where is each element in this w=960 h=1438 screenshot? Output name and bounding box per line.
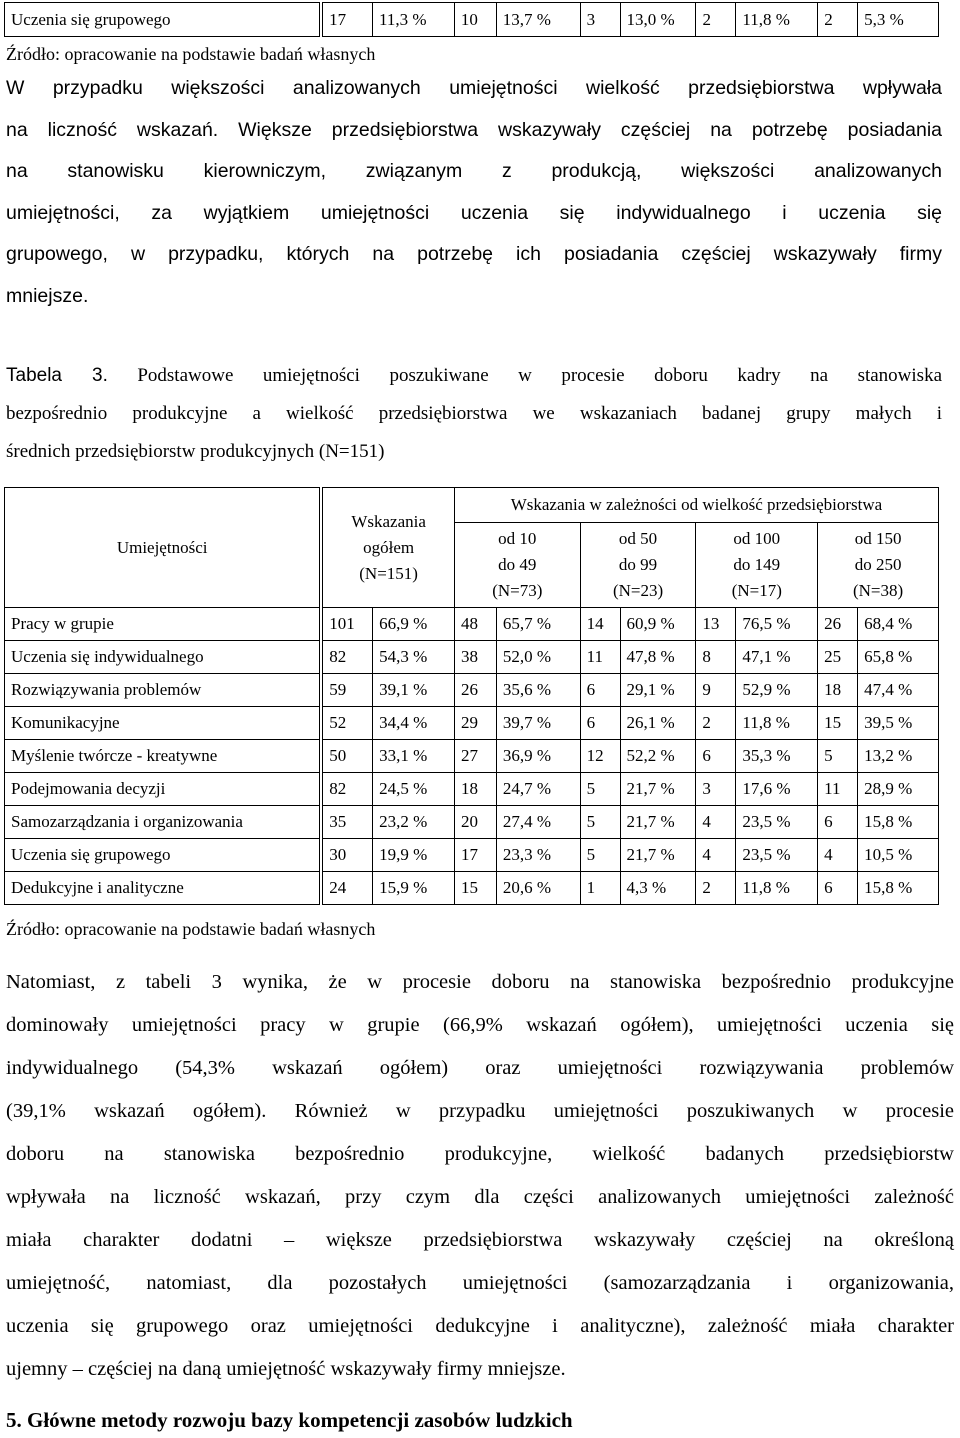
text-line: wpływała na liczność wskazań, przy czym dla części analizowanych umiejętności zależność [6, 1186, 954, 1208]
value-cell: 10,5 % [858, 839, 939, 872]
value-cell: 2 [696, 872, 736, 905]
value-cell: 23,2 % [373, 806, 455, 839]
value-cell: 30 [323, 839, 373, 872]
value-cell: 6 [580, 674, 620, 707]
value-cell: 33,1 % [373, 740, 455, 773]
previous-table-last-row [4, 2, 939, 37]
text-line: mniejsze. [6, 284, 89, 307]
value-cell: 76,5 % [736, 608, 818, 641]
value-cell: 47,4 % [858, 674, 939, 707]
value-cell: 52,2 % [620, 740, 696, 773]
value-cell: 48 [454, 608, 496, 641]
value-cell: 2 [696, 707, 736, 740]
skill-cell: Pracy w grupie [5, 608, 320, 641]
text-line: Podstawowe umiejętności poszukiwane w procesie doboru kadry na stanowiska [137, 365, 942, 386]
value-cell: 15 [454, 872, 496, 905]
value-cell: 4 [696, 839, 736, 872]
value-cell: 21,7 % [620, 773, 696, 806]
value-cell: 13,2 % [858, 740, 939, 773]
text-line: indywidualnego (54,3% wskazań ogółem) oraz umiejętności rozwiązywania problemów [6, 1057, 954, 1079]
value-cell: 6 [818, 872, 858, 905]
value-cell: 26 [818, 608, 858, 641]
value-cell: 2 [696, 3, 736, 37]
value-cell: 11 [580, 641, 620, 674]
value-cell: 82 [323, 641, 373, 674]
value-cell: 5 [580, 773, 620, 806]
value-cell: 36,9 % [496, 740, 580, 773]
header-skill: Umiejętności [5, 488, 320, 608]
header-total: Wskazania ogółem (N=151) [323, 488, 455, 608]
table-row [5, 674, 939, 707]
value-cell: 52,9 % [736, 674, 818, 707]
skill-cell: Podejmowania decyzji [5, 773, 320, 806]
size-group-header: od 100 do 149 (N=17) [696, 523, 818, 608]
value-cell: 50 [323, 740, 373, 773]
value-cell: 38 [454, 641, 496, 674]
text-line: uczenia się grupowego oraz umiejętności dedukcyjne i analityczne), zależność miała charakter [6, 1315, 954, 1337]
value-cell: 5 [580, 839, 620, 872]
value-cell: 68,4 % [858, 608, 939, 641]
skill-cell: Dedukcyjne i analityczne [5, 872, 320, 905]
value-cell: 14 [580, 608, 620, 641]
value-cell: 5 [818, 740, 858, 773]
value-cell: 35 [323, 806, 373, 839]
value-cell: 35,6 % [496, 674, 580, 707]
value-cell: 11,3 % [373, 3, 455, 37]
value-cell: 52 [323, 707, 373, 740]
value-cell: 10 [454, 3, 496, 37]
text-line: na liczność wskazań. Większe przedsiębiorstwa wskazywały częściej na potrzebę posiadania [6, 118, 942, 141]
skill-cell: Myślenie twórcze - kreatywne [5, 740, 320, 773]
value-cell: 26,1 % [620, 707, 696, 740]
value-cell: 11,8 % [736, 872, 818, 905]
value-cell: 13,7 % [496, 3, 580, 37]
text-line: grupowego, w przypadku, których na potrzebę ich posiadania częściej wskazywały firmy [6, 243, 942, 265]
value-cell: 29 [454, 707, 496, 740]
value-cell: 13 [696, 608, 736, 641]
value-cell: 24,7 % [496, 773, 580, 806]
value-cell: 27,4 % [496, 806, 580, 839]
text-line: umiejętności, za wyjątkiem umiejętności uczenia się indywidualnego i uczenia się [6, 201, 942, 224]
value-cell: 1 [580, 872, 620, 905]
value-cell: 6 [696, 740, 736, 773]
value-cell: 82 [323, 773, 373, 806]
value-cell: 8 [696, 641, 736, 674]
table-row [5, 740, 939, 773]
value-cell: 17 [323, 3, 373, 37]
paragraph-1 [6, 68, 942, 317]
value-cell: 11 [818, 773, 858, 806]
value-cell: 18 [818, 674, 858, 707]
value-cell: 4 [696, 806, 736, 839]
skill-cell: Uczenia się grupowego [5, 839, 320, 872]
section-heading: 5. Główne metody rozwoju bazy kompetencji zasobów ludzkich [6, 1408, 573, 1432]
paragraph-2 [6, 961, 954, 1391]
table-row [5, 608, 939, 641]
value-cell: 15,9 % [373, 872, 455, 905]
table-row [5, 3, 939, 37]
value-cell: 4 [818, 839, 858, 872]
value-cell: 47,1 % [736, 641, 818, 674]
value-cell: 25 [818, 641, 858, 674]
value-cell: 6 [818, 806, 858, 839]
value-cell: 17 [454, 839, 496, 872]
value-cell: 11,8 % [736, 707, 818, 740]
value-cell: 13,0 % [620, 3, 696, 37]
value-cell: 66,9 % [373, 608, 455, 641]
value-cell: 23,5 % [736, 839, 818, 872]
skill-cell: Uczenia się indywidualnego [5, 641, 320, 674]
size-group-header: od 150 do 250 (N=38) [818, 523, 939, 608]
size-group-header: od 50 do 99 (N=23) [580, 523, 696, 608]
table-row [5, 707, 939, 740]
value-cell: 21,7 % [620, 806, 696, 839]
text-line: bezpośrednio produkcyjne a wielkość przedsiębiorstwa we wskazaniach badanej grupy małych i [6, 403, 942, 424]
skill-cell: Uczenia się grupowego [5, 3, 320, 37]
value-cell: 9 [696, 674, 736, 707]
value-cell: 18 [454, 773, 496, 806]
table-row [5, 839, 939, 872]
value-cell: 3 [696, 773, 736, 806]
source-note: Źródło: opracowanie na podstawie badań własnych [6, 919, 376, 939]
skill-cell: Samozarządzania i organizowania [5, 806, 320, 839]
value-cell: 54,3 % [373, 641, 455, 674]
value-cell: 15,8 % [858, 872, 939, 905]
caption-label: Tabela 3. [6, 365, 108, 386]
value-cell: 59 [323, 674, 373, 707]
value-cell: 17,6 % [736, 773, 818, 806]
value-cell: 29,1 % [620, 674, 696, 707]
size-group-header: od 10 do 49 (N=73) [454, 523, 580, 608]
table-row [5, 773, 939, 806]
value-cell: 35,3 % [736, 740, 818, 773]
value-cell: 24 [323, 872, 373, 905]
skills-table [4, 487, 939, 905]
value-cell: 12 [580, 740, 620, 773]
source-note: Źródło: opracowanie na podstawie badań własnych [6, 44, 376, 64]
value-cell: 23,3 % [496, 839, 580, 872]
value-cell: 39,7 % [496, 707, 580, 740]
value-cell: 27 [454, 740, 496, 773]
value-cell: 39,1 % [373, 674, 455, 707]
value-cell: 26 [454, 674, 496, 707]
value-cell: 20,6 % [496, 872, 580, 905]
value-cell: 3 [580, 3, 620, 37]
text-line: Natomiast, z tabeli 3 wynika, że w procesie doboru na stanowiska bezpośrednio produkcyjne [6, 971, 954, 993]
text-line: W przypadku większości analizowanych umiejętności wielkość przedsiębiorstwa wpływała [6, 77, 942, 99]
skill-cell: Komunikacyjne [5, 707, 320, 740]
value-cell: 47,8 % [620, 641, 696, 674]
table-row [5, 872, 939, 905]
value-cell: 28,9 % [858, 773, 939, 806]
value-cell: 34,4 % [373, 707, 455, 740]
value-cell: 23,5 % [736, 806, 818, 839]
value-cell: 5 [580, 806, 620, 839]
value-cell: 20 [454, 806, 496, 839]
text-line: miała charakter dodatni – większe przedsiębiorstwa wskazywały częściej na określoną [6, 1229, 954, 1251]
text-line: na stanowisku kierowniczym, związanym z produkcją, większości analizowanych [6, 160, 942, 182]
value-cell: 4,3 % [620, 872, 696, 905]
text-line: umiejętność, natomiast, dla pozostałych umiejętności (samozarządzania i organizowania, [6, 1272, 954, 1294]
table-row [5, 806, 939, 839]
text-line: doboru na stanowiska bezpośrednio produkcyjne, wielkość badanych przedsiębiorstw [6, 1143, 954, 1165]
table-row [5, 641, 939, 674]
value-cell: 21,7 % [620, 839, 696, 872]
value-cell: 6 [580, 707, 620, 740]
value-cell: 60,9 % [620, 608, 696, 641]
value-cell: 19,9 % [373, 839, 455, 872]
value-cell: 65,7 % [496, 608, 580, 641]
skill-cell: Rozwiązywania problemów [5, 674, 320, 707]
header-row [5, 488, 939, 523]
value-cell: 101 [323, 608, 373, 641]
value-cell: 39,5 % [858, 707, 939, 740]
value-cell: 15 [818, 707, 858, 740]
text-line: (39,1% wskazań ogółem). Również w przypadku umiejętności poszukiwanych w procesie [6, 1100, 954, 1122]
value-cell: 52,0 % [496, 641, 580, 674]
text-line: dominowały umiejętności pracy w grupie (66,9% wskazań ogółem), umiejętności uczenia się [6, 1014, 954, 1036]
table-caption [6, 357, 942, 471]
value-cell: 5,3 % [858, 3, 939, 37]
value-cell: 2 [818, 3, 858, 37]
text-line: średnich przedsiębiorstw produkcyjnych (N=151) [6, 441, 385, 462]
value-cell: 11,8 % [736, 3, 818, 37]
value-cell: 15,8 % [858, 806, 939, 839]
text-line: ujemny – częściej na daną umiejętność wskazywały firmy mniejsze. [6, 1358, 566, 1380]
header-group: Wskazania w zależności od wielkość przedsiębiorstwa [454, 488, 938, 523]
value-cell: 24,5 % [373, 773, 455, 806]
value-cell: 65,8 % [858, 641, 939, 674]
